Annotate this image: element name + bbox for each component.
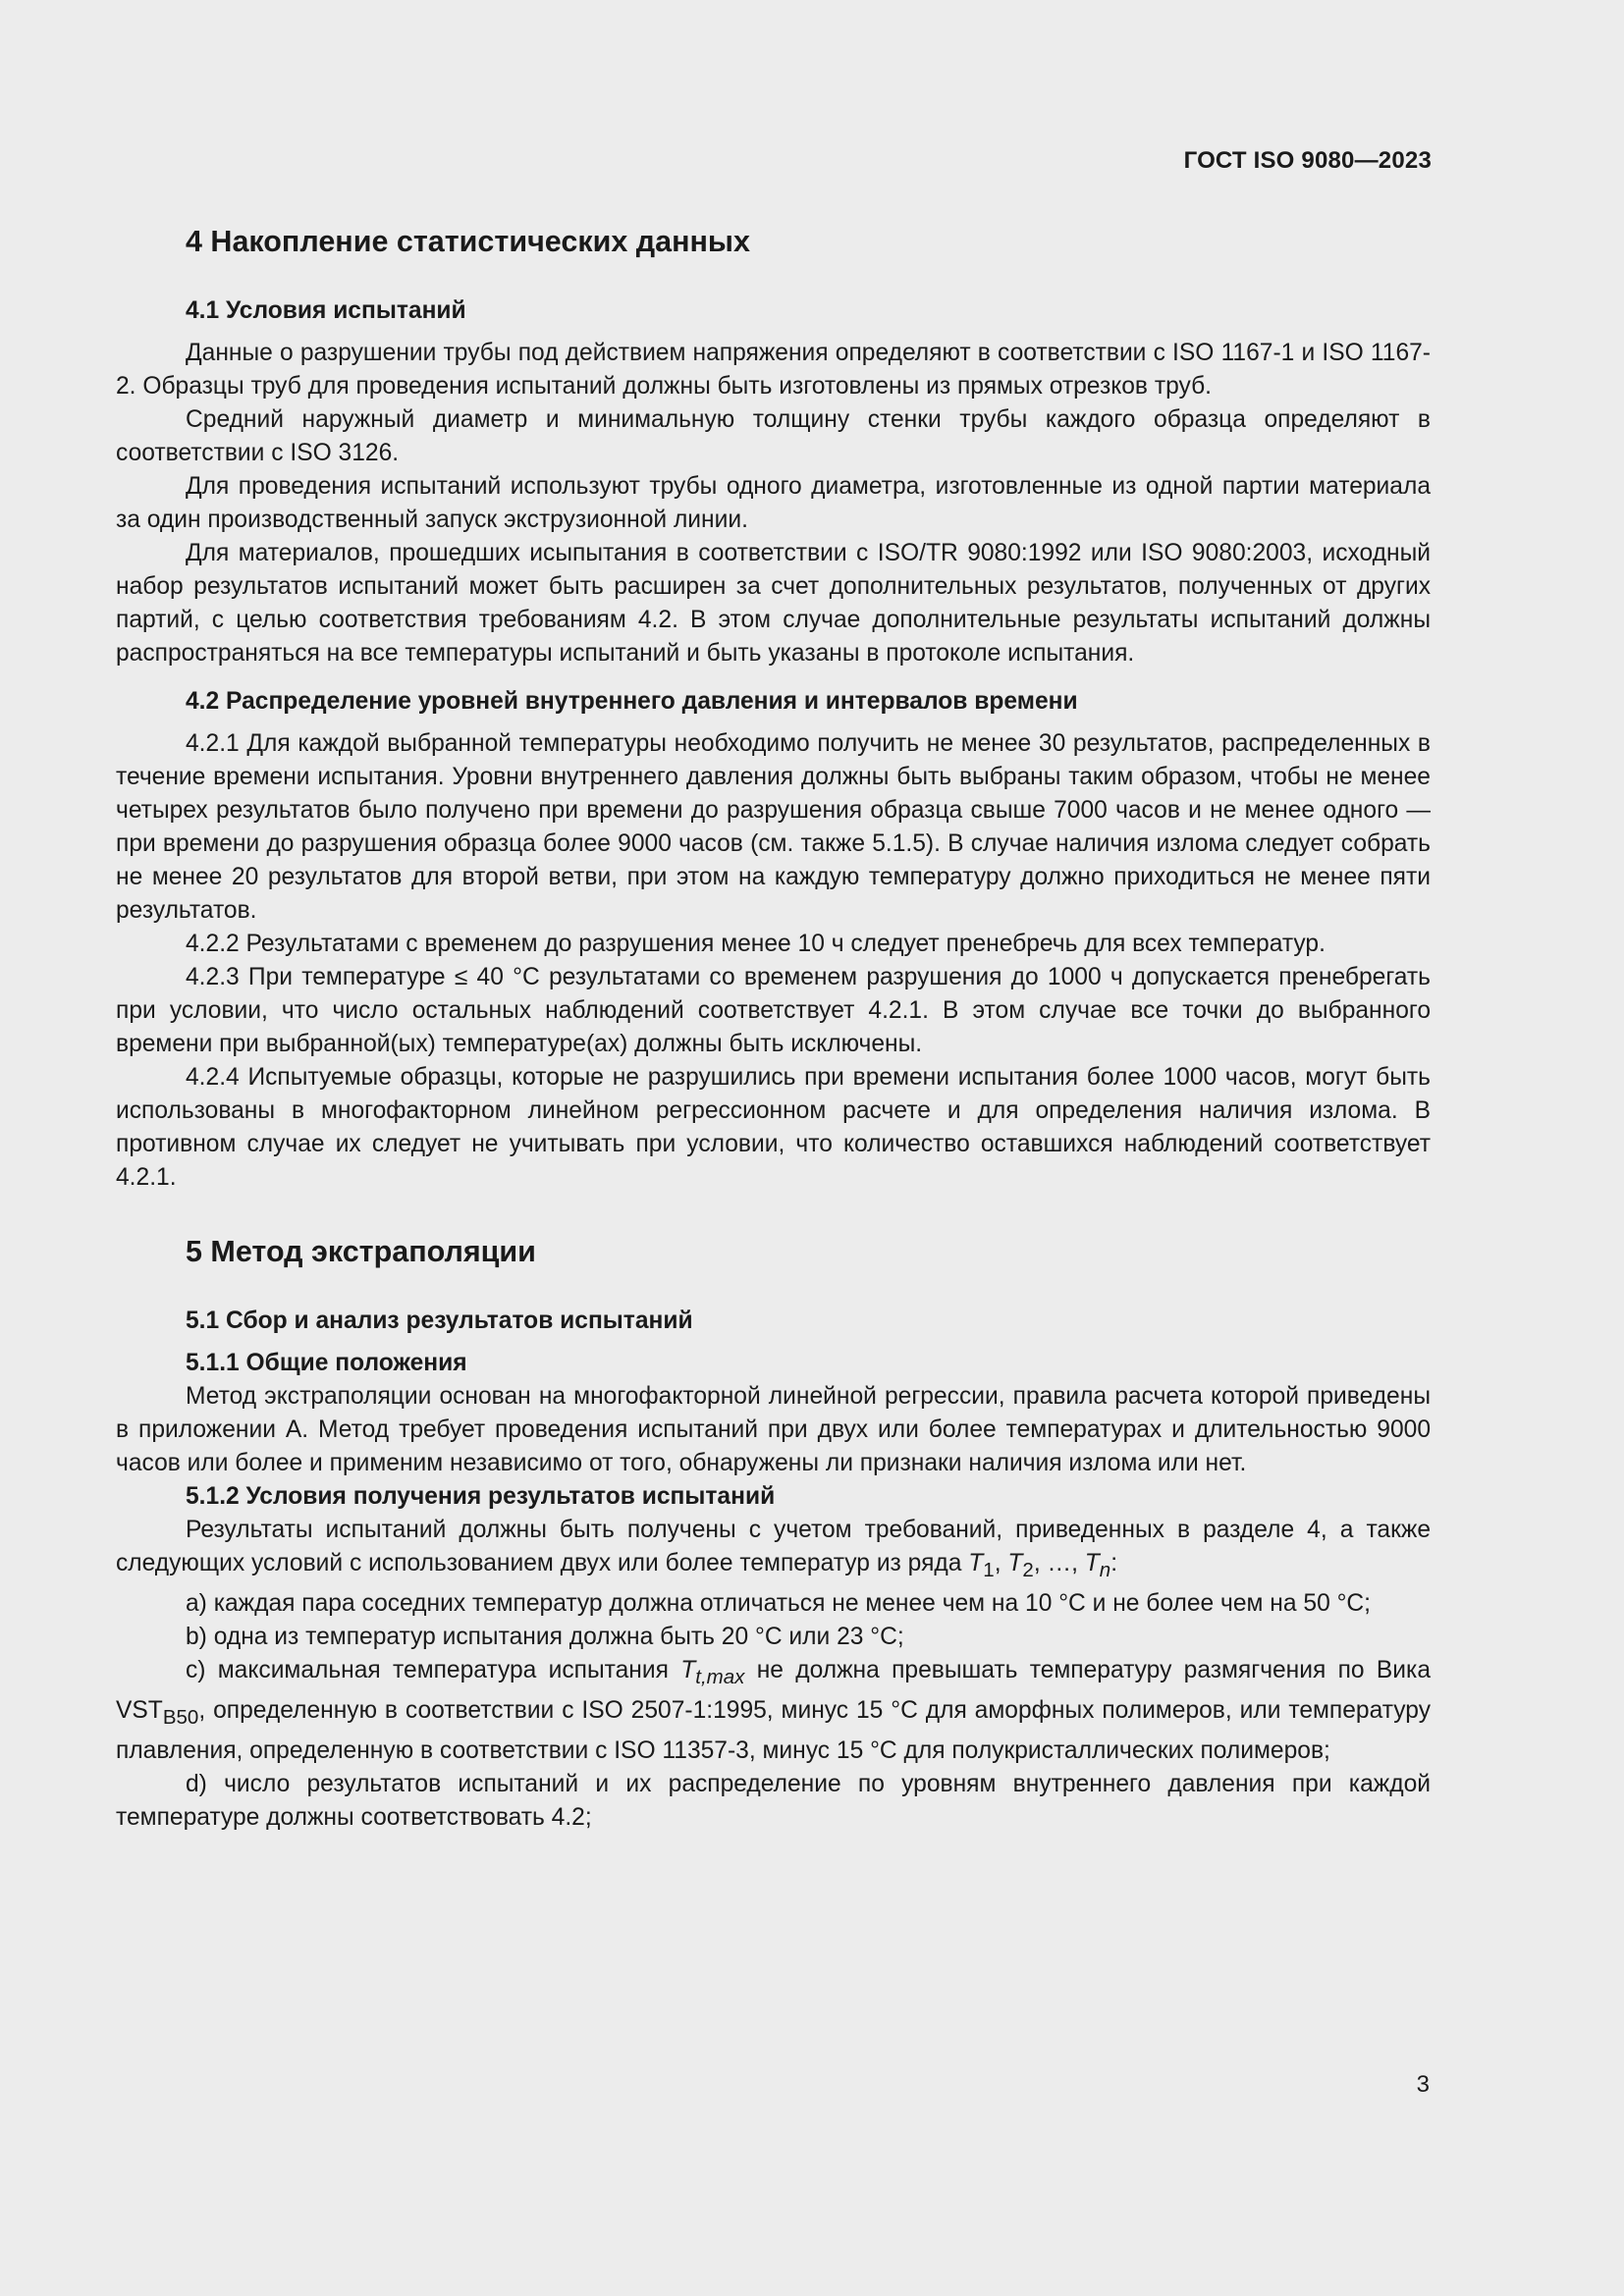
subscript: 2	[1022, 1558, 1034, 1581]
subscript: t,max	[695, 1665, 745, 1688]
list-item-a: а) каждая пара соседних температур должна отличаться не менее чем на 10 °С и не более чем на 50 °С;	[186, 1589, 1372, 1617]
symbol-t: T	[968, 1550, 984, 1576]
paragraph-4-2-2: 4.2.2 Результатами с временем до разрушения менее 10 ч следует пренебречь для всех температур.	[186, 931, 1326, 957]
paragraph: Средний наружный диаметр и минимальную толщину стенки трубы каждого образца определяют в соответствии с ISO 3126.	[116, 406, 1431, 466]
paragraph-4-2-3: 4.2.3 При температуре ≤ 40 °С результатами со временем разрушения до 1000 ч допускается пренебрегать при условии, что число остальных наблюдений соответствует 4.2.1. В этом случае все точки до выбранного времени при выбранной(ых) температуре(ах) должны быть исключены.	[116, 964, 1431, 1057]
document-body	[116, 222, 1431, 1835]
list-item-d: d) число результатов испытаний и их распределение по уровням внутреннего давления при каждой температуре должны соответствовать 4.2;	[116, 1770, 1431, 1831]
section-5-1-2-title: 5.1.2 Условия получения результатов испытаний	[186, 1483, 776, 1510]
symbol-t: T	[680, 1656, 696, 1683]
paragraph: Данные о разрушении трубы под действием напряжения определяют в соответствии с ISO 1167-1 и ISO 1167-2. Образцы труб для проведения испытаний должны быть изготовлены из прямых отрезков труб.	[116, 340, 1431, 400]
list-item-c	[116, 1654, 1431, 1768]
paragraph-5-1-1: Метод экстраполяции основан на многофакторной линейной регрессии, правила расчета которой приведены в приложении А. Метод требует проведения испытаний при двух или более температурах и длительностью 9000 часов или более и применим независимо от того, обнаружены ли признаки наличия излома или нет.	[116, 1383, 1431, 1476]
document-header: ГОСТ ISO 9080—2023	[1183, 147, 1432, 174]
paragraph-4-2-1: 4.2.1 Для каждой выбранной температуры необходимо получить не менее 30 результатов, распределенных в течение времени испытания. Уровни внутреннего давления должны быть выбраны таким образом, чтобы не менее четырех результатов было получено при времени до разрушения образца свыше 7000 часов и не менее одного — при времени до разрушения образца более 9000 часов (см. также 5.1.5). В случае наличия излома следует собрать не менее 20 результатов для второй ветви, при этом на каждую температуру должно приходиться не менее пяти результатов.	[116, 730, 1431, 924]
symbol-t: T	[1007, 1550, 1023, 1576]
section-5-1-1-title: 5.1.1 Общие положения	[186, 1350, 467, 1376]
item-c-text: не должна превышать температуру размягчения по Вика VST	[116, 1656, 1432, 1724]
paragraph: Для материалов, прошедших исыпытания в соответствии с ISO/TR 9080:1992 или ISO 9080:2003, исходный набор результатов испытаний может быть расширен за счет дополнительных результатов, полученных от других партий, с целью соответствия требованиям 4.2. В этом случае дополнительные результаты испытаний должны распространяться на все температуры испытаний и быть указаны в протоколе испытания.	[116, 540, 1431, 667]
section-4-title: 4 Накопление статистических данных	[186, 225, 750, 258]
subscript: 1	[983, 1558, 995, 1581]
paragraph-4-2-4: 4.2.4 Испытуемые образцы, которые не разрушились при времени испытания более 1000 часов, могут быть использованы в многофакторном линейном регрессионном расчете и для определения наличия излома. В противном случае их следует не учитывать при условии, что количество оставшихся наблюдений соответствует 4.2.1.	[116, 1064, 1431, 1191]
list-item-b: b) одна из температур испытания должна быть 20 °С или 23 °С;	[186, 1623, 904, 1650]
section-4-2-title: 4.2 Распределение уровней внутреннего давления и интервалов времени	[186, 688, 1078, 715]
intro-text: Результаты испытаний должны быть получены с учетом требований, приведенных в разделе 4, а также следующих условий с использованием двух или более температур из ряда	[116, 1517, 1431, 1576]
item-c-text: с) максимальная температура испытания	[186, 1656, 669, 1683]
page-number: 3	[1416, 2071, 1430, 2098]
subscript: n	[1099, 1558, 1111, 1581]
section-4-1-title: 4.1 Условия испытаний	[186, 297, 466, 324]
item-c-text: , определенную в соответствии с ISO 2507-1:1995, минус 15 °С для аморфных полимеров, или температуру плавления, определенную в соответствии с ISO 11357-3, минус 15 °С для полукристаллических полимеров;	[116, 1696, 1431, 1764]
paragraph: Для проведения испытаний используют трубы одного диаметра, изготовленные из одной партии материала за один производственный запуск экструзионной линии.	[116, 473, 1431, 533]
subscript: B50	[162, 1705, 199, 1729]
paragraph-5-1-2-intro: Результаты испытаний должны быть получены с учетом требований, приведенных в разделе 4, а также следующих условий с использованием двух или более температур из ряда $T_1$, $T_2$, …, $T_n$:	[116, 1517, 1431, 1581]
section-5-title: 5 Метод экстраполяции	[186, 1235, 536, 1268]
section-5-1-title: 5.1 Сбор и анализ результатов испытаний	[186, 1308, 693, 1334]
symbol-t: T	[1084, 1550, 1100, 1576]
